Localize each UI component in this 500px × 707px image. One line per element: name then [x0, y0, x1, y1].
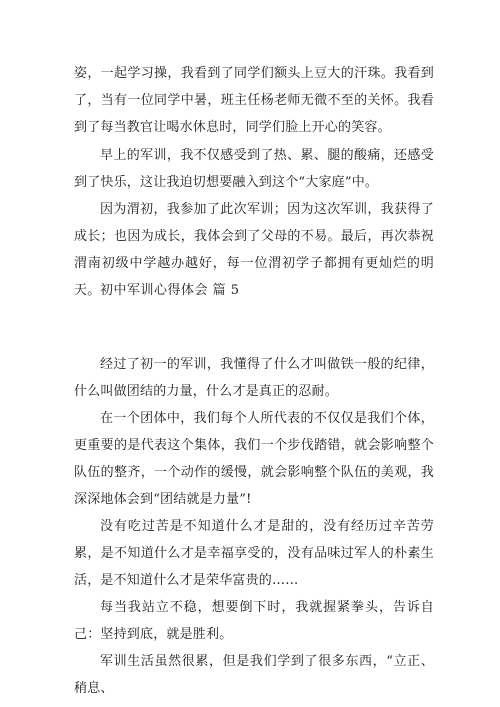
- paragraph-continuation: 姿，一起学习操，我看到了同学们额头上豆大的汗珠。我看到了，当有一位同学中暑，班主任杨老师无微不至的关怀。我看到了每当教官让喝水休息时，同学们脸上开心的笑容。: [74, 66, 434, 135]
- paragraph-training-life: 军训生活虽然很累，但是我们学到了很多东西，“立正、稍息、: [74, 654, 434, 696]
- paragraph-morning-training: 早上的军训，我不仅感受到了热、累、腿的酸痛，还感受到了快乐，这让我迫切想要融入到这个“大家庭”中。: [74, 148, 434, 190]
- paragraph-discipline: 经过了初一的军训，我懂得了什么才叫做铁一般的纪律，什么叫做团结的力量，什么才是真正的忍耐。: [74, 357, 434, 399]
- section-title: 初中军训心得体会 篇 5: [100, 283, 240, 298]
- paragraph-persistence: 每当我站立不稳，想要倒下时，我就握紧拳头，告诉自己：坚持到底，就是胜利。: [74, 600, 434, 642]
- paragraph-closing-wishes: 因为渭初，我参加了此次军训；因为这次军训，我获得了成长；也因为成长，我体会到了父母的不易。最后，再次恭祝渭南初级中学越办越好，每一位渭初学子都拥有更灿烂的明天。: [74, 202, 434, 298]
- paragraph-hardship: 没有吃过苦是不知道什么才是甜的，没有经历过辛苦劳累，是不知道什么才是幸福享受的，没有品味过军人的朴素生活，是不知道什么才是荣华富贵的……: [74, 519, 434, 588]
- paragraph-unity: 在一个团体中，我们每个人所代表的不仅仅是我们个体，更重要的是代表这个集体，我们一个步伐踏错，就会影响整个队伍的整齐，一个动作的缓慢，就会影响整个队伍的美观，我深深地体会到“团结就是力量”!: [74, 411, 434, 507]
